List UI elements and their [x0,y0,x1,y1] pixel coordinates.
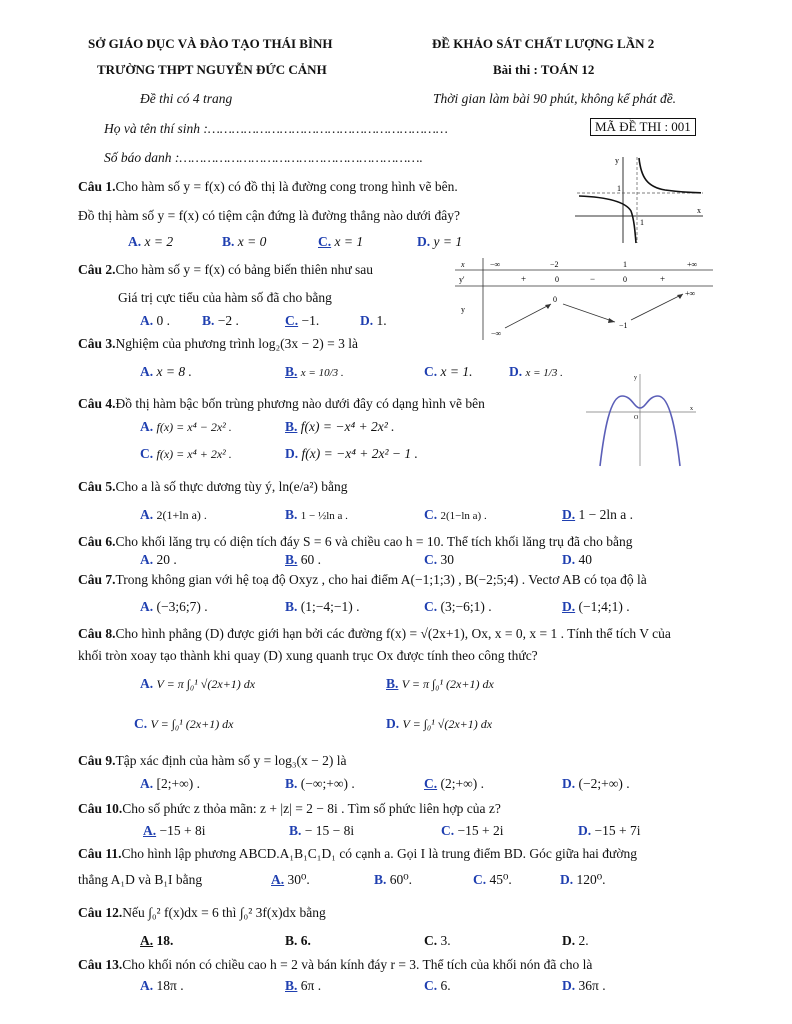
question-4: Câu 4.Đồ thị hàm bậc bốn trùng phương nào dưới đây có dạng hình vẽ bên [78,396,485,411]
q12-option-a[interactable]: A. 18. [140,933,174,948]
exam-code: MÃ ĐỀ THI : 001 [590,118,696,136]
q1-graph [575,155,705,245]
q1-option-c[interactable]: C. x = 1 [318,234,364,249]
q10-option-c[interactable]: C. −15 + 2i [441,823,504,838]
q7-option-b[interactable]: B. (1;−4;−1) . [285,599,360,614]
q2-y-max: 0 [553,295,557,304]
q2-y-end: +∞ [685,289,696,298]
question-3: Câu 3.Nghiệm của phương trình log₂(3x − 2) = 3 là [78,336,358,351]
q2-x-1: 1 [623,260,627,269]
question-8-line2: khối tròn xoay tạo thành khi quay (D) xung quanh trục Ox được tính theo công thức? [78,648,538,663]
q1-y-axis-label: y [615,156,619,165]
q2-y-min: −1 [619,321,628,330]
q2-sign-1: + [521,274,527,284]
q4-option-c[interactable]: C. f(x) = x⁴ + 2x² . [140,446,232,461]
q11-option-d[interactable]: D. 120⁰. [560,872,606,887]
q10-option-a[interactable]: A. −15 + 8i [143,823,206,838]
q4-option-a[interactable]: A. f(x) = x⁴ − 2x² . [140,419,232,434]
q2-option-c[interactable]: C. −1. [285,313,320,328]
q8-option-d[interactable]: D. V = ∫₀¹ √(2x+1) dx [386,716,493,731]
q6-option-c[interactable]: C. 30 [424,552,454,567]
q4-option-b[interactable]: B. f(x) = −x⁴ + 2x² . [285,419,395,434]
q3-option-b[interactable]: B. x = 10/3 . [285,364,344,379]
q3-option-d[interactable]: D. x = 1/3 . [509,364,563,379]
q8-option-a[interactable]: A. V = π ∫₀¹ √(2x+1) dx [140,676,256,691]
dept-name: SỞ GIÁO DỤC VÀ ĐÀO TẠO THÁI BÌNH [88,36,333,51]
q4-graph [586,372,698,468]
question-9: Câu 9.Tập xác định của hàm số y = log₃(x − 2) là [78,753,347,768]
q2-option-a[interactable]: A. 0 . [140,313,170,328]
q8-option-b[interactable]: B. V = π ∫₀¹ (2x+1) dx [386,676,494,691]
question-2: Câu 2.Cho hàm số y = f(x) có bảng biến thiên như sau [78,262,374,277]
school-name: TRƯỜNG THPT NGUYỄN ĐỨC CẢNH [97,62,327,77]
q2-option-d[interactable]: D. 1. [360,313,387,328]
q2-x-neg-inf: −∞ [490,260,501,269]
q11-option-a[interactable]: A. 30⁰. [271,872,310,887]
question-10: Câu 10.Cho số phức z thỏa mãn: z + |z| = 2 − 8i . Tìm số phức liên hợp của z? [78,801,501,816]
q12-option-d[interactable]: D. 2. [562,933,589,948]
q6-option-a[interactable]: A. 20 . [140,552,177,567]
q2-x-row-label: x [461,260,465,269]
q13-option-a[interactable]: A. 18π . [140,978,184,993]
exam-title: ĐỀ KHẢO SÁT CHẤT LƯỢNG LẦN 2 [432,36,655,51]
q4-option-d[interactable]: D. f(x) = −x⁴ + 2x² − 1 . [285,446,418,461]
question-2-line2: Giá trị cực tiểu của hàm số đã cho bằng [118,290,332,305]
question-12: Câu 12.Nếu ∫₀² f(x)dx = 6 thì ∫₀² 3f(x)dx bằng [78,905,326,920]
question-1-line2: Đồ thị hàm số y = f(x) có tiệm cận đứng là đường thẳng nào dưới đây? [78,208,461,223]
q1-option-d[interactable]: D. y = 1 [417,234,463,249]
q9-option-c[interactable]: C. (2;+∞) . [424,776,484,791]
q5-option-d[interactable]: D. 1 − 2ln a . [562,507,633,522]
question-11-line2: thẳng A₁D và B₁I bằng [78,872,203,887]
q11-option-c[interactable]: C. 45⁰. [473,872,512,887]
q11-option-b[interactable]: B. 60⁰. [374,872,413,887]
student-name-line: Họ và tên thí sinh :…………………………………………………… [104,121,448,136]
q7-option-d[interactable]: D. (−1;4;1) . [562,599,630,614]
q10-option-b[interactable]: B. − 15 − 8i [289,823,355,838]
question-13: Câu 13.Cho khối nón có chiều cao h = 2 và bán kính đáy r = 3. Thể tích của khối nón đã cho là [78,957,593,972]
q7-option-c[interactable]: C. (3;−6;1) . [424,599,492,614]
q2-x-pos-inf: +∞ [687,260,698,269]
q6-option-b[interactable]: B. 60 . [285,552,322,567]
q2-sign-2: − [590,274,596,284]
page-count: Đề thi có 4 trang [140,91,233,106]
question-11: Câu 11.Cho hình lập phương ABCD.A₁B₁C₁D₁ có cạnh a. Gọi I là trung điểm BD. Góc giữa hai đường [78,846,638,861]
q2-y-start: −∞ [491,329,502,338]
question-7: Câu 7.Trong không gian với hệ toạ độ Oxyz , cho hai điểm A(−1;1;3) , B(−2;5;4) . Vectơ AB có tọa độ là [78,572,647,587]
q13-option-c[interactable]: C. 6. [424,978,451,993]
q4-x-axis-label: x [690,406,693,412]
q5-option-a[interactable]: A. 2(1+ln a) . [140,507,207,522]
q4-origin-label: O [634,415,639,421]
q9-option-b[interactable]: B. (−∞;+∞) . [285,776,355,791]
q1-option-a[interactable]: A. x = 2 [128,234,174,249]
q3-option-a[interactable]: A. x = 8 . [140,364,192,379]
q1-x-tick-1: 1 [640,218,644,227]
q9-option-a[interactable]: A. [2;+∞) . [140,776,200,791]
q8-option-c[interactable]: C. V = ∫₀¹ (2x+1) dx [134,716,234,731]
q6-option-d[interactable]: D. 40 [562,552,592,567]
exam-time: Thời gian làm bài 90 phút, không kể phát đề. [433,91,677,106]
q13-option-d[interactable]: D. 36π . [562,978,606,993]
question-6: Câu 6.Cho khối lăng trụ có diện tích đáy S = 6 và chiều cao h = 10. Thể tích khối lăng trụ đã cho bằng [78,534,633,549]
q10-option-d[interactable]: D. −15 + 7i [578,823,641,838]
q1-x-axis-label: x [697,206,701,215]
q4-y-axis-label: y [634,375,637,381]
q7-option-a[interactable]: A. (−3;6;7) . [140,599,208,614]
q2-x-minus2: −2 [550,260,559,269]
student-id-line: Số báo danh :……………………………………………………. [104,150,423,165]
q1-y-tick-1: 1 [617,184,621,193]
q2-sign-3: + [660,274,666,284]
q9-option-d[interactable]: D. (−2;+∞) . [562,776,630,791]
question-5: Câu 5.Cho a là số thực dương tùy ý, ln(e/a²) bằng [78,479,348,494]
q2-option-b[interactable]: B. −2 . [202,313,239,328]
exam-subject: Bài thi : TOÁN 12 [493,62,595,77]
q5-option-c[interactable]: C. 2(1−ln a) . [424,507,487,522]
q13-option-b[interactable]: B. 6π . [285,978,322,993]
q3-option-c[interactable]: C. x = 1. [424,364,473,379]
q2-zero-1: 0 [555,275,559,284]
q12-option-c[interactable]: C. 3. [424,933,451,948]
question-8: Câu 8.Cho hình phẳng (D) được giới hạn bởi các đường f(x) = √(2x+1), Ox, x = 0, x = 1 . Tính thể tích V của [78,626,671,641]
q5-option-b[interactable]: B. 1 − ½ln a . [285,507,348,522]
q2-zero-2: 0 [623,275,627,284]
q2-variation-table [455,256,715,342]
q2-yprime-row-label: y' [459,275,465,284]
q2-y-row-label: y [461,305,465,314]
q1-option-b[interactable]: B. x = 0 [222,234,267,249]
q12-option-b[interactable]: B. 6. [285,933,311,948]
question-1: Câu 1.Cho hàm số y = f(x) có đồ thị là đường cong trong hình vẽ bên. [78,179,458,194]
